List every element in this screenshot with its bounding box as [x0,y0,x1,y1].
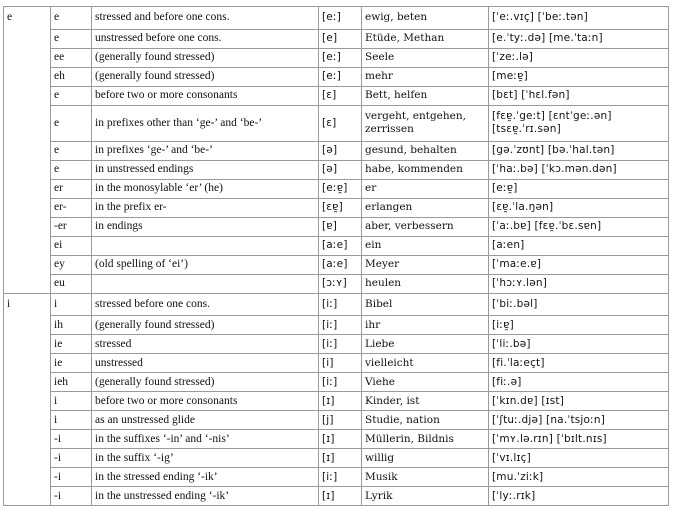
transcription-cell: [ˈlyː.rɪk] [489,487,669,506]
examples-cell: Viehe [362,373,489,392]
ipa-cell: [aːe] [319,255,362,274]
spelling-cell: e [51,141,92,160]
table-row [4,48,669,67]
table-row [4,354,669,373]
ipa-cell: [aːe] [319,236,362,255]
table-row [4,141,669,160]
letter-cell [4,274,51,293]
examples-cell: Meyer [362,255,489,274]
context-cell: stressed before one cons. [92,293,319,316]
transcription-cell: [ˈbiː.bəl] [489,293,669,316]
table-row [4,487,669,506]
transcription-cell-line: [tsɛɐ̯.ˈrɪ.sən] [492,123,561,135]
transcription-cell: [eːɐ̯] [489,179,669,198]
transcription-cell: [aːen] [489,236,669,255]
table-row [4,160,669,179]
context-cell: in the suffix ‘-ig’ [92,449,319,468]
context-cell: unstressed before one cons. [92,29,319,48]
letter-cell [4,373,51,392]
letter-cell [4,198,51,217]
examples-cell: Musik [362,468,489,487]
table-row [4,411,669,430]
context-cell: in the suffixes ‘-in’ and ‘-nis’ [92,430,319,449]
spelling-cell: eh [51,67,92,86]
spelling-cell: ee [51,48,92,67]
spelling-cell: eu [51,274,92,293]
table-row [4,430,669,449]
spelling-cell: i [51,293,92,316]
spelling-cell: e [51,86,92,105]
transcription-cell: [ɛɐ̯.ˈla.ŋən] [489,198,669,217]
transcription-cell: [ˈmʏ.lə.rɪn] [ˈbɪlt.nɪs] [489,430,669,449]
ipa-cell: [j] [319,411,362,430]
table-row [4,373,669,392]
examples-cell: ihr [362,316,489,335]
spelling-cell: -i [51,449,92,468]
context-cell: unstressed [92,354,319,373]
spelling-cell: ieh [51,373,92,392]
examples-cell: ein [362,236,489,255]
table-row [4,335,669,354]
table-row [4,392,669,411]
letter-cell [4,217,51,236]
examples-cell: Etüde, Methan [362,29,489,48]
table-row [4,236,669,255]
examples-cell: vielleicht [362,354,489,373]
examples-cell: erlangen [362,198,489,217]
examples-cell-line: zerrissen [365,123,414,135]
letter-cell [4,255,51,274]
context-cell: in prefixes ‘ge-’ and ‘be-’ [92,141,319,160]
table-row [4,29,669,48]
context-cell: (generally found stressed) [92,373,319,392]
transcription-cell: [ˈaː.bɐ] [fɛɐ̯.ˈbɛ.sɐn] [489,217,669,236]
table-row [4,86,669,105]
transcription-cell: [ˈzeː.lə] [489,48,669,67]
spelling-cell: ie [51,354,92,373]
examples-cell: Müllerin, Bildnis [362,430,489,449]
ipa-cell: [iː] [319,468,362,487]
context-cell: in unstressed endings [92,160,319,179]
context-cell: in the prefix er- [92,198,319,217]
letter-cell [4,449,51,468]
examples-cell [362,105,489,141]
letter-cell [4,141,51,160]
context-cell: in prefixes other than ‘ge-’ and ‘be-’ [92,105,319,141]
spelling-cell: ey [51,255,92,274]
letter-cell [4,48,51,67]
letter-cell [4,236,51,255]
table-row [4,198,669,217]
pronunciation-table [3,6,669,506]
spelling-cell: -i [51,468,92,487]
examples-cell: willig [362,449,489,468]
ipa-cell: [eː] [319,67,362,86]
spelling-cell: e [51,105,92,141]
letter-cell [4,105,51,141]
table-row [4,293,669,316]
ipa-cell: [ɪ] [319,449,362,468]
ipa-cell: [ɛ] [319,86,362,105]
ipa-cell: [ɔːʏ] [319,274,362,293]
examples-cell: mehr [362,67,489,86]
context-cell: (generally found stressed) [92,67,319,86]
letter-cell [4,316,51,335]
spelling-cell: er- [51,198,92,217]
transcription-cell: [e.ˈtyː.də] [me.ˈtaːn] [489,29,669,48]
letter-cell [4,468,51,487]
ipa-cell: [eː] [319,7,362,30]
ipa-cell: [ɛɐ̯] [319,198,362,217]
table-row [4,67,669,86]
context-cell: (old spelling of ‘ei’) [92,255,319,274]
examples-cell: Kinder, ist [362,392,489,411]
transcription-cell [489,105,669,141]
examples-cell: aber, verbessern [362,217,489,236]
examples-cell: er [362,179,489,198]
spelling-cell: ih [51,316,92,335]
context-cell: stressed and before one cons. [92,7,319,30]
context-cell: before two or more consonants [92,86,319,105]
letter-cell [4,430,51,449]
table-row [4,468,669,487]
ipa-cell: [iː] [319,373,362,392]
examples-cell: Lyrik [362,487,489,506]
transcription-cell: [ˈvɪ.lɪç] [489,449,669,468]
transcription-cell: [bɛt] [ˈhɛl.fən] [489,86,669,105]
context-cell [92,274,319,293]
transcription-cell: [gə.ˈzʊnt] [bə.ˈhal.tən] [489,141,669,160]
transcription-cell: [iːɐ̯] [489,316,669,335]
context-cell: stressed [92,335,319,354]
spelling-cell: e [51,29,92,48]
transcription-cell: [ˈliː.bə] [489,335,669,354]
ipa-cell: [e] [319,29,362,48]
ipa-cell: [ɪ] [319,392,362,411]
transcription-cell: [ˈʃtuː.djə] [na.ˈtsjoːn] [489,411,669,430]
spelling-cell: e [51,7,92,30]
context-cell [92,236,319,255]
transcription-cell: [ˈeː.vɪç] [ˈbeː.tən] [489,7,669,30]
letter-cell [4,335,51,354]
letter-cell [4,392,51,411]
examples-cell: ewig, beten [362,7,489,30]
examples-cell: Liebe [362,335,489,354]
examples-cell: habe, kommenden [362,160,489,179]
table-row [4,105,669,141]
letter-cell: i [4,293,51,316]
letter-cell [4,67,51,86]
transcription-cell: [meːɐ̯] [489,67,669,86]
context-cell: (generally found stressed) [92,316,319,335]
table-row [4,179,669,198]
ipa-cell: [ə] [319,160,362,179]
examples-cell: heulen [362,274,489,293]
context-cell: before two or more consonants [92,392,319,411]
examples-cell-line: vergeht, entgehen, [365,110,466,122]
letter-cell [4,354,51,373]
letter-cell [4,160,51,179]
ipa-cell: [ɛ] [319,105,362,141]
spelling-cell: e [51,160,92,179]
transcription-cell: [ˈhaː.bə] [ˈkɔ.mən.dən] [489,160,669,179]
spelling-cell: ie [51,335,92,354]
table-row [4,7,669,30]
context-cell: in the unstressed ending ‘-ik’ [92,487,319,506]
context-cell: in the monosylable ‘er’ (he) [92,179,319,198]
ipa-cell: [eːɐ̯] [319,179,362,198]
ipa-cell: [ɪ] [319,487,362,506]
examples-cell: Studie, nation [362,411,489,430]
spelling-cell: i [51,392,92,411]
spelling-cell: -i [51,487,92,506]
letter-cell [4,487,51,506]
spelling-cell: er [51,179,92,198]
transcription-cell-line: [fɛɐ̯.ˈgeːt] [ɛntˈgeː.ən] [492,110,612,122]
letter-cell [4,29,51,48]
examples-cell: Seele [362,48,489,67]
letter-cell [4,179,51,198]
transcription-cell: [ˈkɪn.dɐ] [ɪst] [489,392,669,411]
ipa-cell: [iː] [319,293,362,316]
table-row [4,217,669,236]
ipa-cell: [ə] [319,141,362,160]
context-cell: in endings [92,217,319,236]
ipa-cell: [ɪ] [319,430,362,449]
spelling-cell: -er [51,217,92,236]
table-row [4,316,669,335]
spelling-cell: ei [51,236,92,255]
transcription-cell: [mu.ˈziːk] [489,468,669,487]
examples-cell: Bibel [362,293,489,316]
transcription-cell: [fiː.ə] [489,373,669,392]
transcription-cell: [ˈhɔːʏ.lən] [489,274,669,293]
context-cell: in the stressed ending ‘-ik’ [92,468,319,487]
table-row [4,274,669,293]
context-cell: as an unstressed glide [92,411,319,430]
ipa-cell: [i] [319,354,362,373]
ipa-cell: [eː] [319,48,362,67]
ipa-cell: [iː] [319,316,362,335]
context-cell: (generally found stressed) [92,48,319,67]
transcription-cell: [ˈmaːe.ɐ] [489,255,669,274]
examples-cell: gesund, behalten [362,141,489,160]
examples-cell: Bett, helfen [362,86,489,105]
letter-cell [4,411,51,430]
ipa-cell: [ɐ] [319,217,362,236]
table-row [4,449,669,468]
table-row [4,255,669,274]
transcription-cell: [fi.ˈlaːeçt] [489,354,669,373]
spelling-cell: -i [51,430,92,449]
table-body [4,7,669,506]
spelling-cell: i [51,411,92,430]
ipa-cell: [iː] [319,335,362,354]
letter-cell [4,86,51,105]
letter-cell: e [4,7,51,30]
